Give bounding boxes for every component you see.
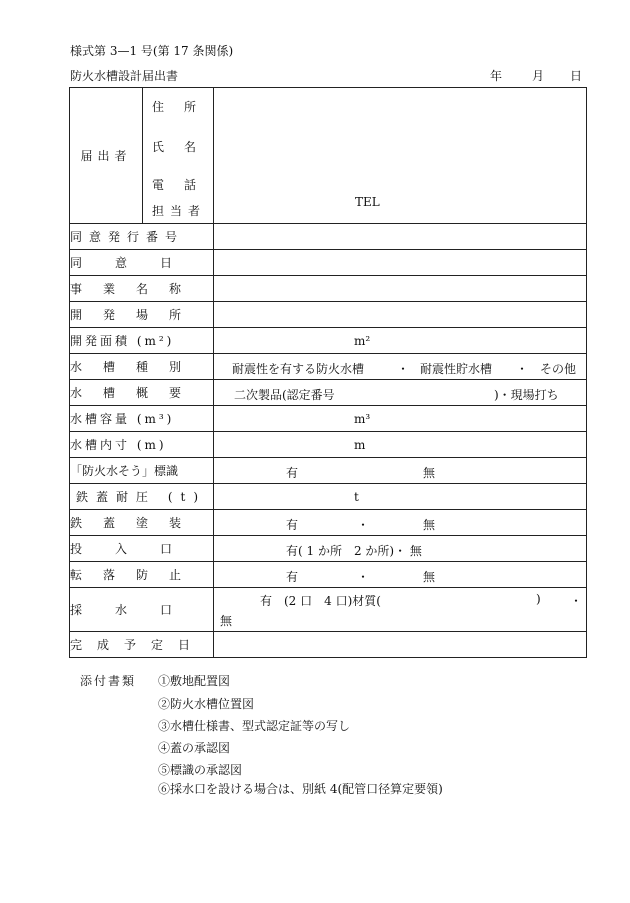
completion-label: 完成予定日 <box>70 632 214 658</box>
application-form-table <box>69 87 587 658</box>
applicant-label: 届出者 <box>80 149 132 163</box>
intake-no[interactable]: 無 <box>220 614 233 628</box>
completion-field[interactable] <box>214 632 587 658</box>
fall-prev-no[interactable]: 無 <box>423 570 436 584</box>
intake-material-close: ) <box>536 592 541 606</box>
attachment-item: ④蓋の承認図 <box>158 741 231 755</box>
tank-type-option-other[interactable]: その他 <box>540 362 577 376</box>
project-name-label: 事業名称 <box>70 276 214 302</box>
intake-label: 採水口 <box>70 588 214 632</box>
sign-field[interactable] <box>214 458 587 484</box>
attachment-item: ②防火水槽位置図 <box>158 697 255 711</box>
dev-location-field[interactable] <box>214 302 587 328</box>
dev-area-label: 開発面積 (m²) <box>70 328 214 354</box>
attachment-item: ⑤標識の承認図 <box>158 763 243 777</box>
tank-type-dot-2: ・ <box>516 362 529 376</box>
fall-prev-label: 転落防止 <box>70 562 214 588</box>
inlet-label: 投入口 <box>70 536 214 562</box>
tank-type-field[interactable] <box>214 354 587 380</box>
dev-location-label: 開発場所 <box>70 302 214 328</box>
attachment-item: ③水槽仕様書、型式認定証等の写し <box>158 719 351 733</box>
form-number: 様式第 3—1 号(第 17 条関係) <box>70 44 234 58</box>
contact-label: 担当者 <box>152 204 207 218</box>
lid-pressure-field[interactable] <box>214 484 587 510</box>
consent-date-field[interactable] <box>214 250 587 276</box>
capacity-field[interactable] <box>214 406 587 432</box>
address-label: 住所 <box>152 100 217 114</box>
project-name-field[interactable] <box>214 276 587 302</box>
consent-date-label: 同意日 <box>70 250 214 276</box>
fall-prev-field[interactable] <box>214 562 587 588</box>
tel-label: TEL <box>355 195 380 209</box>
date-year-label: 年 <box>490 69 503 83</box>
dev-area-unit: m² <box>354 334 371 348</box>
inner-dim-field[interactable] <box>214 432 587 458</box>
capacity-unit: m³ <box>354 412 371 426</box>
sign-yes[interactable]: 有 <box>286 466 299 480</box>
inner-dim-label: 水槽内寸 (m) <box>70 432 214 458</box>
tank-type-option-seismic-reservoir[interactable]: 耐震性貯水槽 <box>420 362 493 376</box>
intake-dot: ・ <box>570 594 583 608</box>
tank-overview-field[interactable] <box>214 380 587 406</box>
inner-dim-unit: m <box>354 438 366 452</box>
sign-no[interactable]: 無 <box>423 466 436 480</box>
attachments-label: 添付書類 <box>80 674 137 688</box>
inlet-field[interactable] <box>214 536 587 562</box>
name-label: 氏名 <box>152 140 217 154</box>
form-title: 防火水槽設計届出書 <box>70 69 179 83</box>
lid-paint-dot: ・ <box>357 518 370 532</box>
tank-type-label: 水槽種別 <box>70 354 214 380</box>
consent-number-field[interactable] <box>214 224 587 250</box>
fall-prev-dot: ・ <box>357 570 370 584</box>
phone-label: 電話 <box>152 178 217 192</box>
tank-type-dot-1: ・ <box>397 362 410 376</box>
attachment-item: ①敷地配置図 <box>158 674 231 688</box>
lid-pressure-label: 鉄蓋耐圧 (t) <box>70 484 214 510</box>
capacity-label: 水槽容量 (m³) <box>70 406 214 432</box>
consent-number-label: 同意発行番号 <box>70 224 214 250</box>
applicant-value-cell[interactable] <box>214 88 587 224</box>
dev-area-field[interactable] <box>214 328 587 354</box>
tank-type-option-seismic-tank[interactable]: 耐震性を有する防火水槽 <box>232 362 365 376</box>
date-day-label: 日 <box>570 69 583 83</box>
lid-paint-yes[interactable]: 有 <box>286 518 299 532</box>
tank-overview-label: 水槽概要 <box>70 380 214 406</box>
tank-overview-prefab[interactable]: 二次製品(認定番号 <box>234 388 335 402</box>
inlet-options[interactable]: 有( 1 か所 2 か所)・ 無 <box>286 544 422 558</box>
fall-prev-yes[interactable]: 有 <box>286 570 299 584</box>
lid-pressure-unit: t <box>354 490 359 504</box>
intake-options[interactable]: 有 (2 口 4 口)材質( <box>260 594 381 608</box>
applicant-label-cell <box>70 88 217 224</box>
lid-paint-label: 鉄蓋塗装 <box>70 510 214 536</box>
lid-paint-field[interactable] <box>214 510 587 536</box>
tank-overview-onsite[interactable]: )・現場打ち <box>494 388 559 402</box>
attachment-item: ⑥採水口を設ける場合は、別紙 4(配管口径算定要領) <box>158 782 443 796</box>
date-month-label: 月 <box>532 69 545 83</box>
intake-field[interactable] <box>214 588 587 632</box>
lid-paint-no[interactable]: 無 <box>423 518 436 532</box>
sign-label: 「防火水そう」標識 <box>70 458 214 484</box>
